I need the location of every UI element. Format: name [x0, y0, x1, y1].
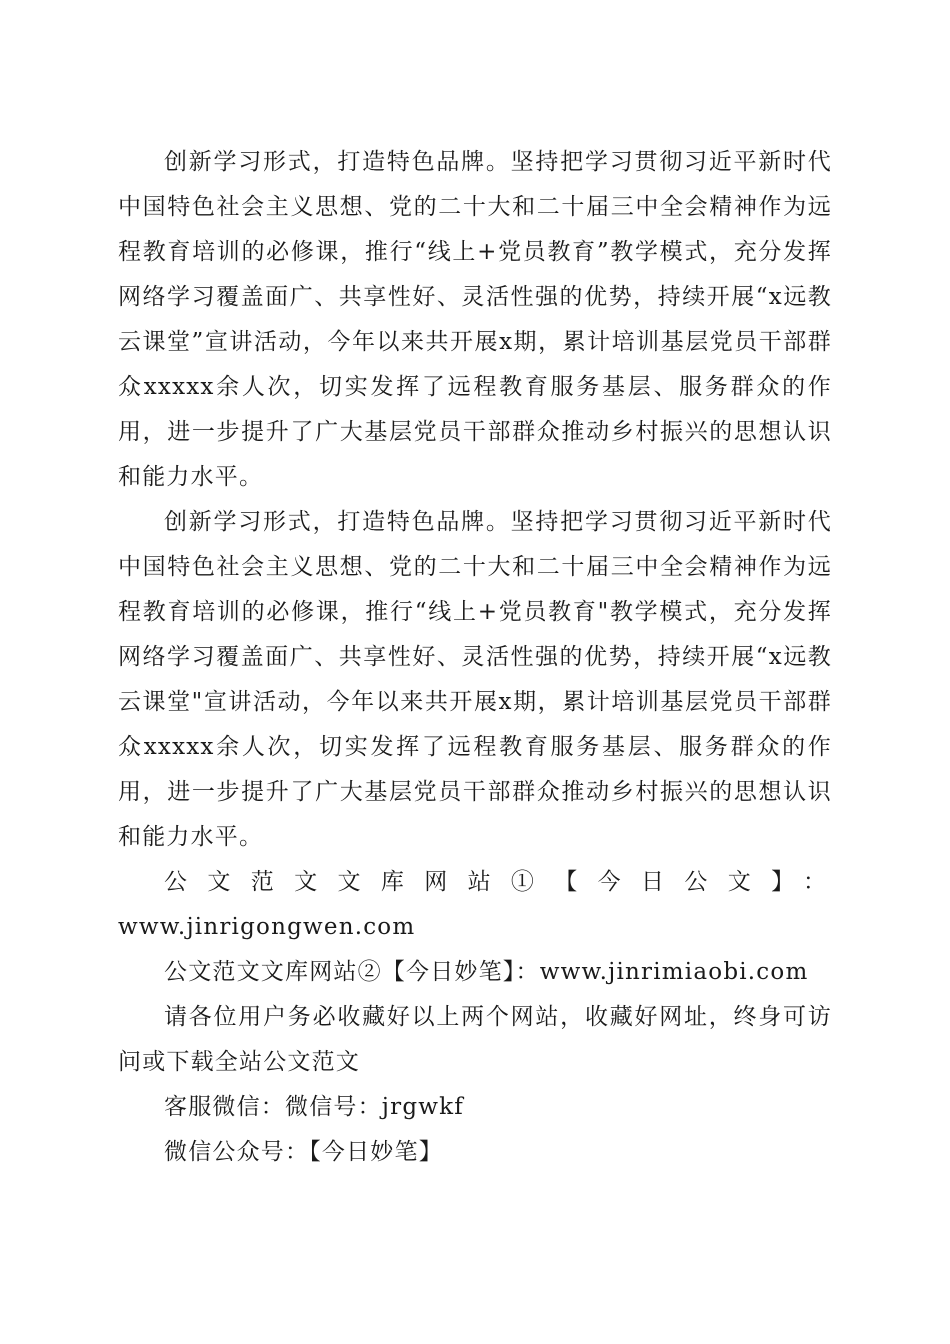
document-page — [118, 140, 832, 1175]
body-paragraph-2: 创新学习形式，打造特色品牌。坚持把学习贯彻习近平新时代中国特色社会主义思想、党的二十大和二十届三中全会精神作为远程教育培训的必修课，推行“线上+党员教育"教学模式，充分发挥网络学习覆盖面广、共享性好、灵活性强的优势，持续开展“x远教云课堂"宣讲活动，今年以来共开展x期，累计培训基层党员干部群众xxxxx余人次，切实发挥了远程教育服务基层、服务群众的作用，进一步提升了广大基层党员干部群众推动乡村振兴的思想认识和能力水平。 — [118, 509, 832, 850]
notice-paragraph: 请各位用户务必收藏好以上两个网站，收藏好网址，终身可访问或下载全站公文范文 — [118, 1004, 832, 1075]
site-2-line: 公文范文文库网站②【今日妙笔】：www.jinrimiaobi.com — [164, 959, 809, 985]
site-1-url: www.jinrigongwen.com — [118, 914, 416, 940]
site-1-label: 公文范文文库网站①【今日公文】： — [164, 869, 832, 895]
body-paragraph-1: 创新学习形式，打造特色品牌。坚持把学习贯彻习近平新时代中国特色社会主义思想、党的二十大和二十届三中全会精神作为远程教育培训的必修课，推行“线上+党员教育”教学模式，充分发挥网络学习覆盖面广、共享性好、灵活性强的优势，持续开展“x远教云课堂”宣讲活动，今年以来共开展x期，累计培训基层党员干部群众xxxxx余人次，切实发挥了远程教育服务基层、服务群众的作用，进一步提升了广大基层党员干部群众推动乡村振兴的思想认识和能力水平。 — [118, 149, 832, 490]
wechat-contact: 客服微信：微信号：jrgwkf — [164, 1094, 464, 1120]
official-account: 微信公众号：【今日妙笔】 — [164, 1139, 443, 1165]
